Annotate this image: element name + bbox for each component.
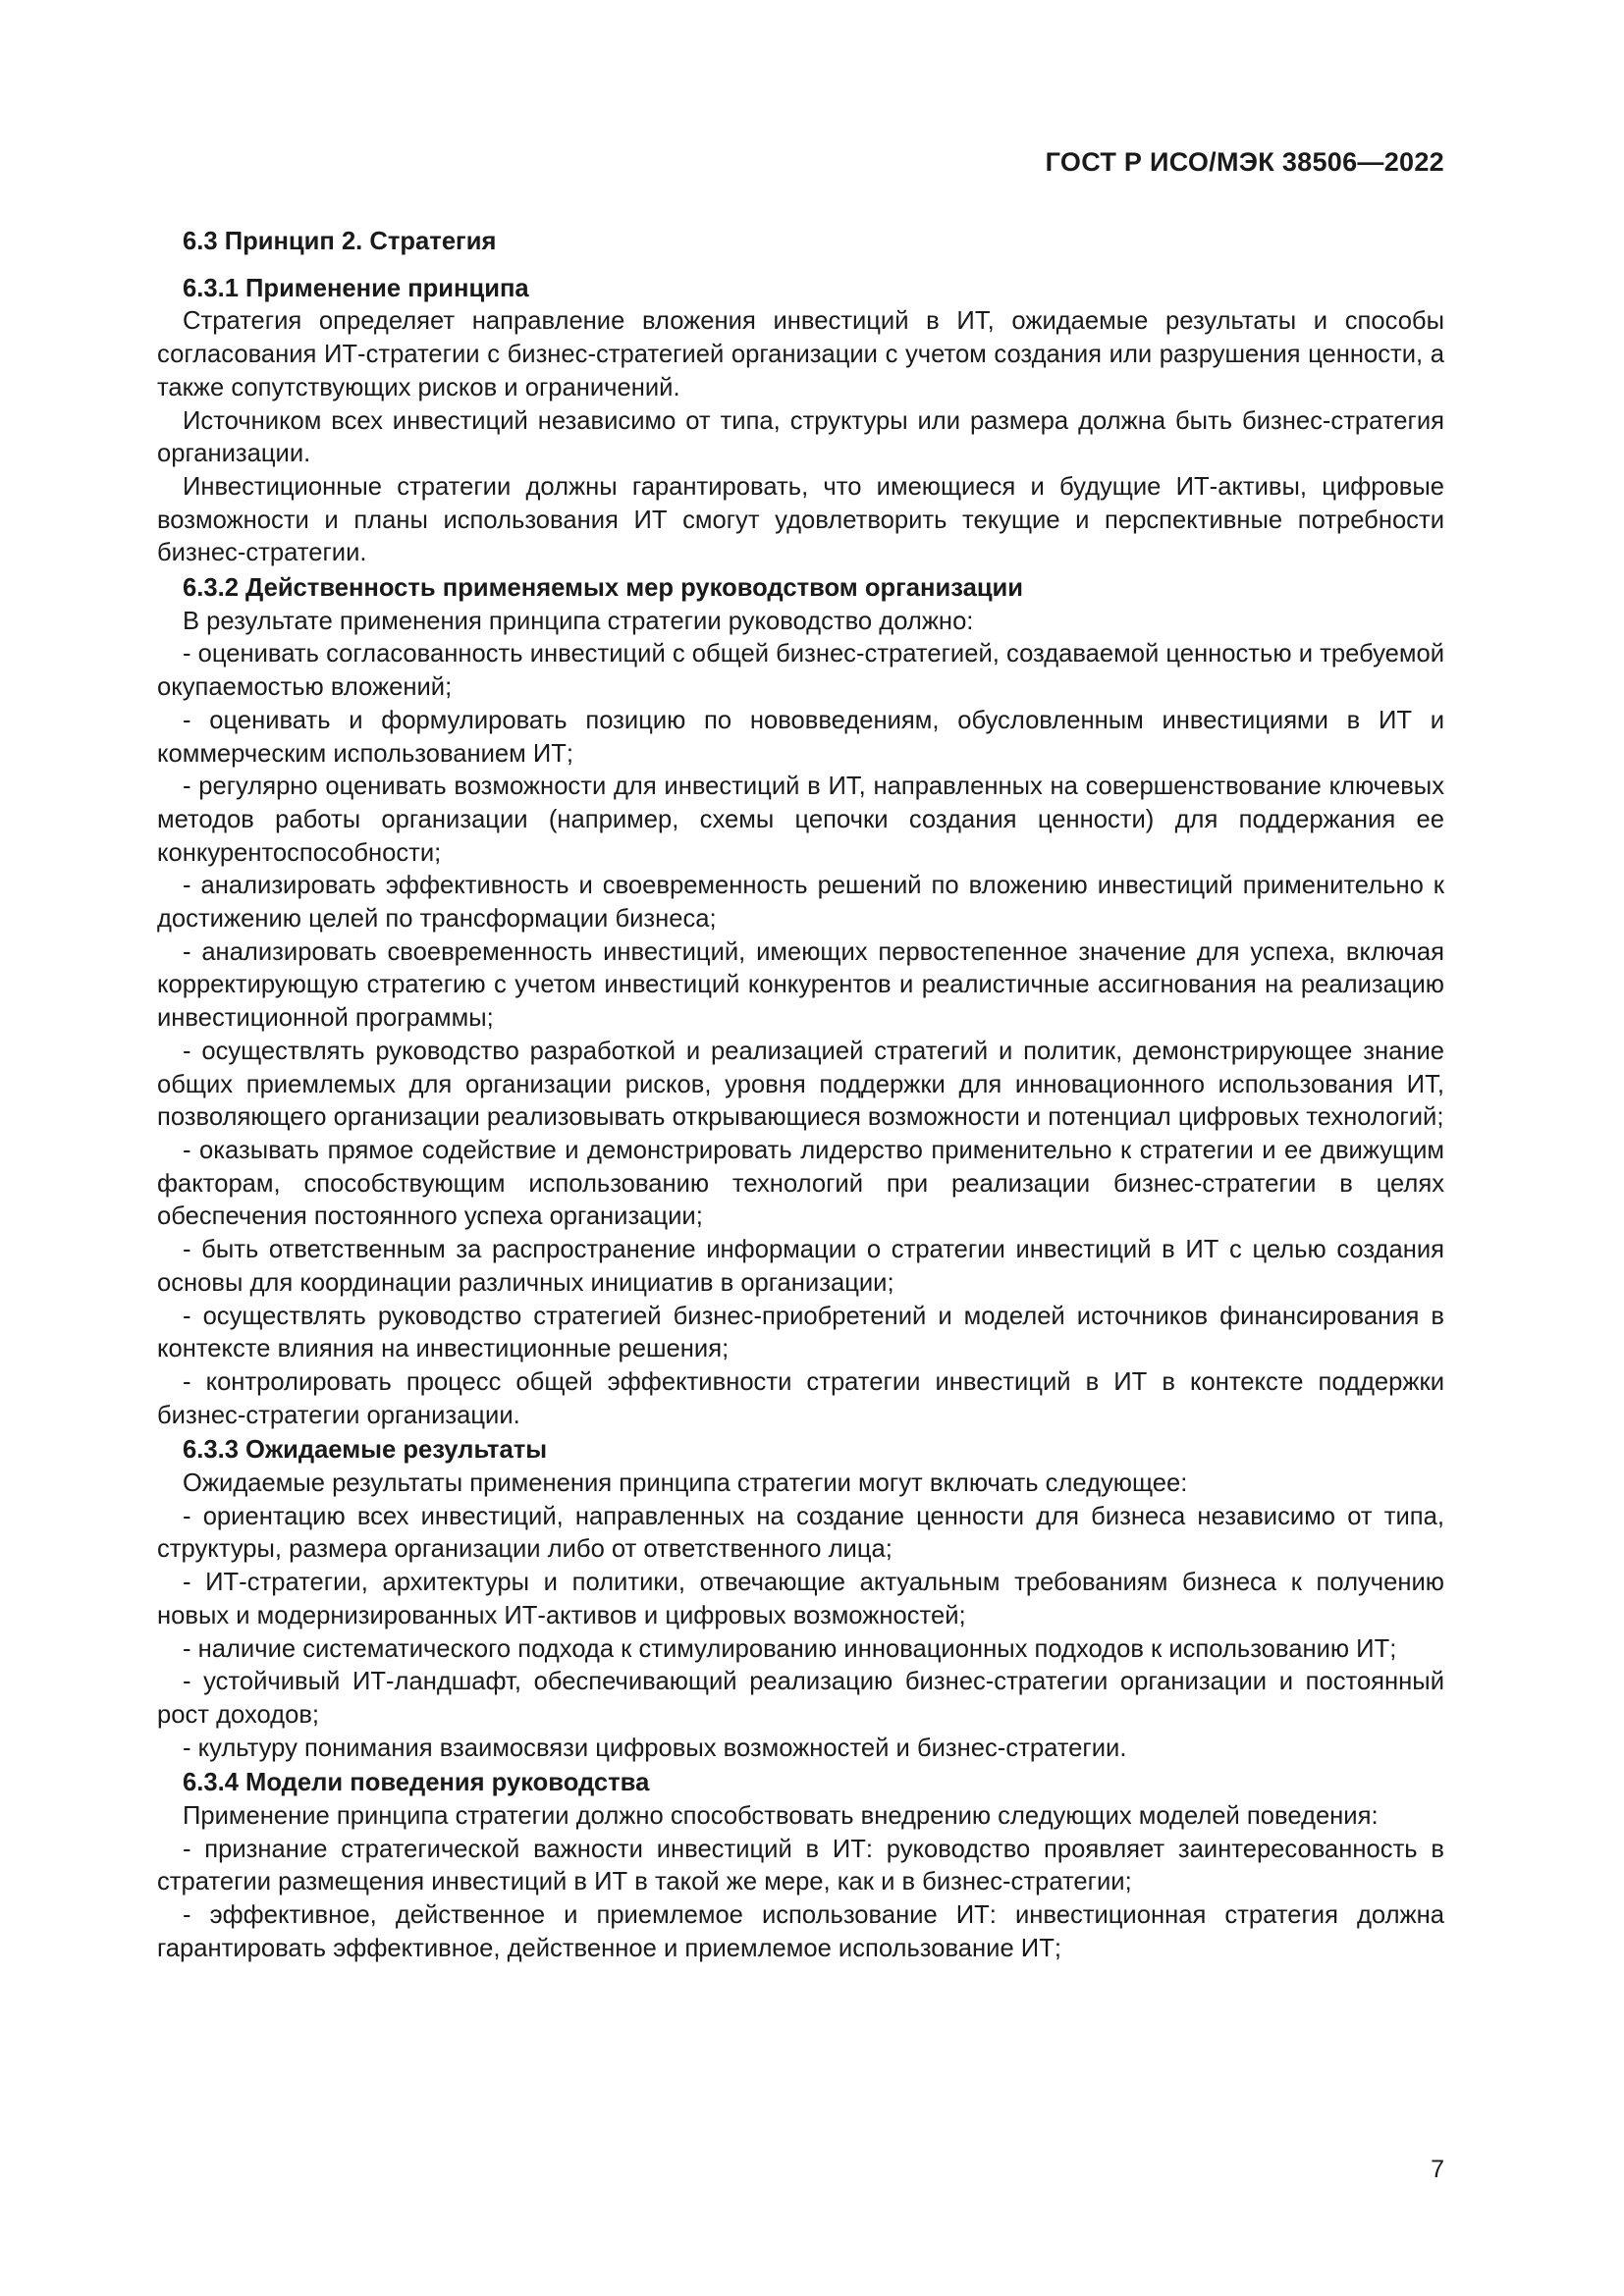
- list-item: - эффективное, действенное и приемлемое использование ИТ: инвестиционная стратегия должна гарантировать эффективное, действенное и приемлемое использование ИТ;: [157, 1901, 1444, 1962]
- list-item: - контролировать процесс общей эффективности стратегии инвестиций в ИТ в контексте поддержки бизнес-стратегии организации.: [157, 1367, 1444, 1429]
- subsection-heading: 6.3.2 Действенность применяемых мер руководством организации: [183, 574, 1024, 603]
- subsection-6-3-4: [157, 1767, 1444, 1965]
- list-item: - анализировать эффективность и своевременность решений по вложению инвестиций применительно к достижению целей по трансформации бизнеса;: [157, 872, 1444, 934]
- list-item: - регулярно оценивать возможности для инвестиций в ИТ, направленных на совершенствование ключевых методов работы организации (например, схемы цепочки создания ценности) для поддержания ее конкурентоспособности;: [157, 773, 1444, 867]
- section-title: 6.3 Принцип 2. Стратегия: [183, 228, 497, 255]
- paragraph: Ожидаемые результаты применения принципа стратегии могут включать следующее:: [183, 1469, 1188, 1498]
- paragraph: Инвестиционные стратегии должны гарантировать, что имеющиеся и будущие ИТ-активы, цифровые возможности и планы использования ИТ смогут удовлетворить текущие и перспективные потребности бизнес-стратегии.: [157, 472, 1444, 567]
- list-item: - осуществлять руководство стратегией бизнес-приобретений и моделей источников финансирования в контексте влияния на инвестиционные решения;: [157, 1302, 1444, 1363]
- list-item: - осуществлять руководство разработкой и реализацией стратегий и политик, демонстрирующее знание общих приемлемых для организации рисков, уровня поддержки для инновационного использования ИТ, позволяющего организации реализовывать открывающиеся возможности и потенциал цифровых технологий;: [157, 1037, 1444, 1132]
- paragraph: Источником всех инвестиций независимо от типа, структуры или размера должна быть бизнес-стратегия организации.: [157, 406, 1444, 468]
- list-item: - ориентацию всех инвестиций, направленных на создание ценности для бизнеса независимо от типа, структуры, размера организации либо от ответственного лица;: [157, 1502, 1444, 1564]
- list-item: - устойчивый ИТ-ландшафт, обеспечивающий реализацию бизнес-стратегии организации и постоянный рост доходов;: [157, 1668, 1444, 1729]
- page-content: [157, 226, 1444, 1966]
- subsection-6-3-1: [157, 273, 1444, 570]
- subsection-6-3-3: [157, 1434, 1444, 1765]
- list-item: - культуру понимания взаимосвязи цифровых возможностей и бизнес-стратегии.: [183, 1734, 1127, 1762]
- list-item: - оказывать прямое содействие и демонстрировать лидерство применительно к стратегии и ее движущим факторам, способствующим использованию технологий при реализации бизнес-стратегии в целях обеспечения постоянного успеха организации;: [157, 1136, 1444, 1231]
- paragraph: В результате применения принципа стратегии руководство должно:: [183, 607, 974, 635]
- list-item: - оценивать согласованность инвестиций с общей бизнес-стратегией, создаваемой ценностью и требуемой окупаемостью вложений;: [157, 640, 1444, 702]
- list-item: - наличие систематического подхода к стимулированию инновационных подходов к использованию ИТ;: [183, 1634, 1397, 1663]
- paragraph: Применение принципа стратегии должно способствовать внедрению следующих моделей поведения:: [183, 1802, 1379, 1831]
- page-number: 7: [1431, 2156, 1444, 2183]
- list-item: - анализировать своевременность инвестиций, имеющих первостепенное значение для успеха, включая корректирующую стратегию с учетом инвестиций конкурентов и реалистичные ассигнования на реализацию инвестиционной программы;: [157, 937, 1444, 1033]
- document-code: ГОСТ Р ИСО/МЭК 38506—2022: [1045, 147, 1444, 177]
- subsection-heading: 6.3.4 Модели поведения руководства: [183, 1769, 650, 1797]
- paragraph: Стратегия определяет направление вложения инвестиций в ИТ, ожидаемые результаты и способы согласования ИТ-стратегии с бизнес-стратегией организации с учетом создания или разрушения ценности, а также сопутствующих рисков и ограничений.: [157, 307, 1444, 401]
- subsection-heading: 6.3.3 Ожидаемые результаты: [183, 1436, 548, 1465]
- list-item: - оценивать и формулировать позицию по нововведениям, обусловленным инвестициями в ИТ и коммерческим использованием ИТ;: [157, 706, 1444, 768]
- list-item: - признание стратегической важности инвестиций в ИТ: руководство проявляет заинтересованность в стратегии размещения инвестиций в ИТ в такой же мере, как и в бизнес-стратегии;: [157, 1835, 1444, 1896]
- subsection-6-3-2: [157, 572, 1444, 1432]
- list-item: - быть ответственным за распространение информации о стратегии инвестиций в ИТ с целью создания основы для координации различных инициатив в организации;: [157, 1236, 1444, 1297]
- list-item: - ИТ-стратегии, архитектуры и политики, отвечающие актуальным требованиям бизнеса к получению новых и модернизированных ИТ-активов и цифровых возможностей;: [157, 1569, 1444, 1629]
- subsection-heading: 6.3.1 Применение принципа: [183, 274, 529, 302]
